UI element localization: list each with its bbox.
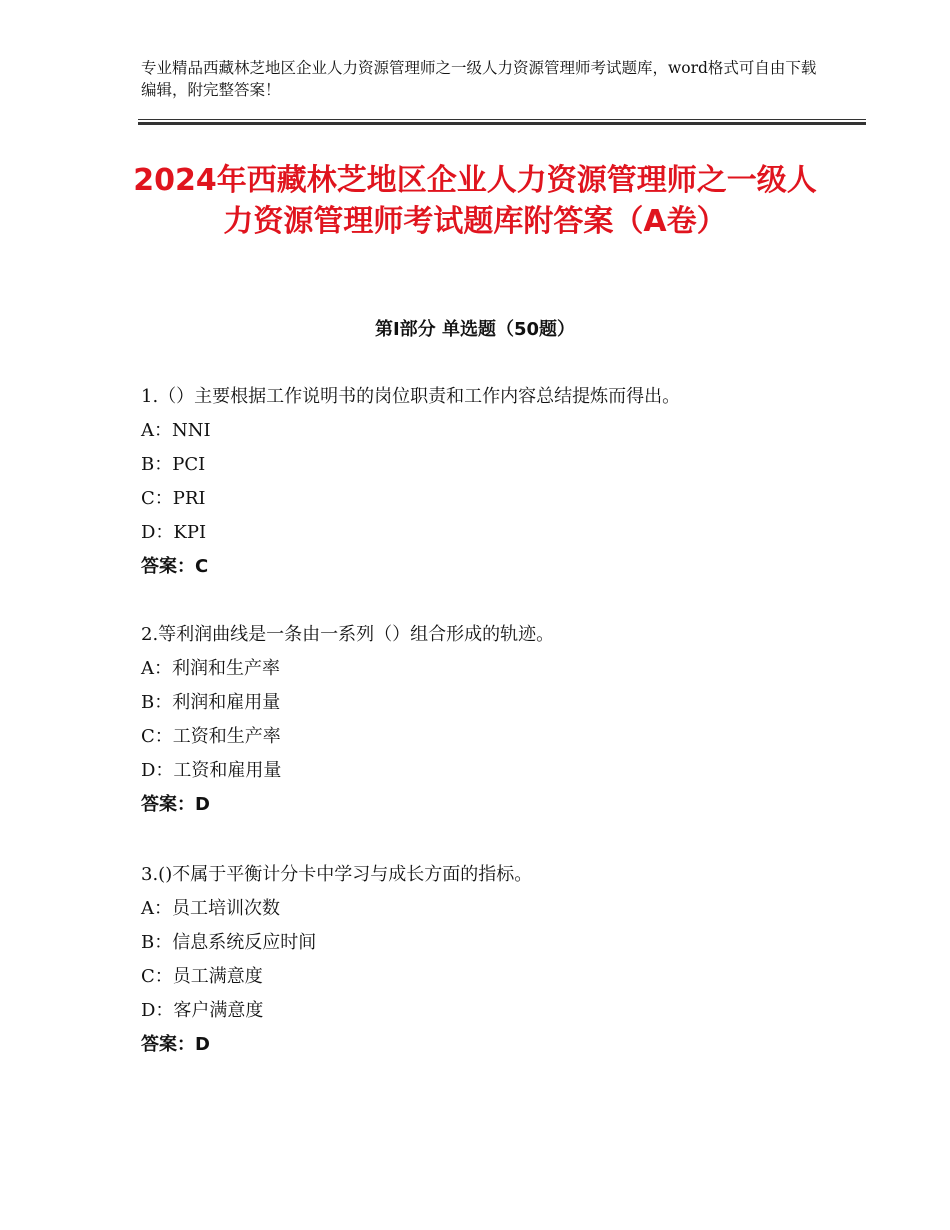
option-c: C：PRI [141, 488, 206, 509]
option-b: B：利润和雇用量 [141, 692, 281, 713]
option-a: A：利润和生产率 [141, 658, 280, 679]
question-2 [141, 618, 861, 822]
header-note: 专业精品西藏林芝地区企业人力资源管理师之一级人力资源管理师考试题库，word格式可自由下载编辑，附完整答案！ [141, 59, 817, 99]
option-d: D：客户满意度 [141, 1000, 264, 1021]
option-c: C：员工满意度 [141, 966, 263, 987]
option-d: D：工资和雇用量 [141, 760, 282, 781]
header-divider-thick [138, 122, 866, 125]
answer: 答案：D [141, 1034, 210, 1055]
question-stem: 2.等利润曲线是一条由一系列（）组合形成的轨迹。 [141, 624, 555, 645]
option-a: A：员工培训次数 [141, 898, 280, 919]
header-divider-thin [138, 119, 866, 120]
question-stem: 1.（）主要根据工作说明书的岗位职责和工作内容总结提炼而得出。 [141, 386, 681, 407]
answer: 答案：C [141, 556, 209, 577]
section-heading: 第Ⅰ部分 单选题（50题） [374, 319, 575, 340]
option-b: B：信息系统反应时间 [141, 932, 317, 953]
answer: 答案：D [141, 794, 210, 815]
option-b: B：PCI [141, 454, 206, 475]
option-d: D：KPI [141, 522, 207, 543]
question-1 [141, 380, 861, 584]
option-c: C：工资和生产率 [141, 726, 281, 747]
option-a: A：NNI [141, 420, 211, 441]
question-3 [141, 858, 861, 1062]
question-stem: 3.()不属于平衡计分卡中学习与成长方面的指标。 [141, 864, 533, 885]
document-title: 2024年西藏林芝地区企业人力资源管理师之一级人力资源管理师考试题库附答案（A卷） [133, 163, 817, 239]
